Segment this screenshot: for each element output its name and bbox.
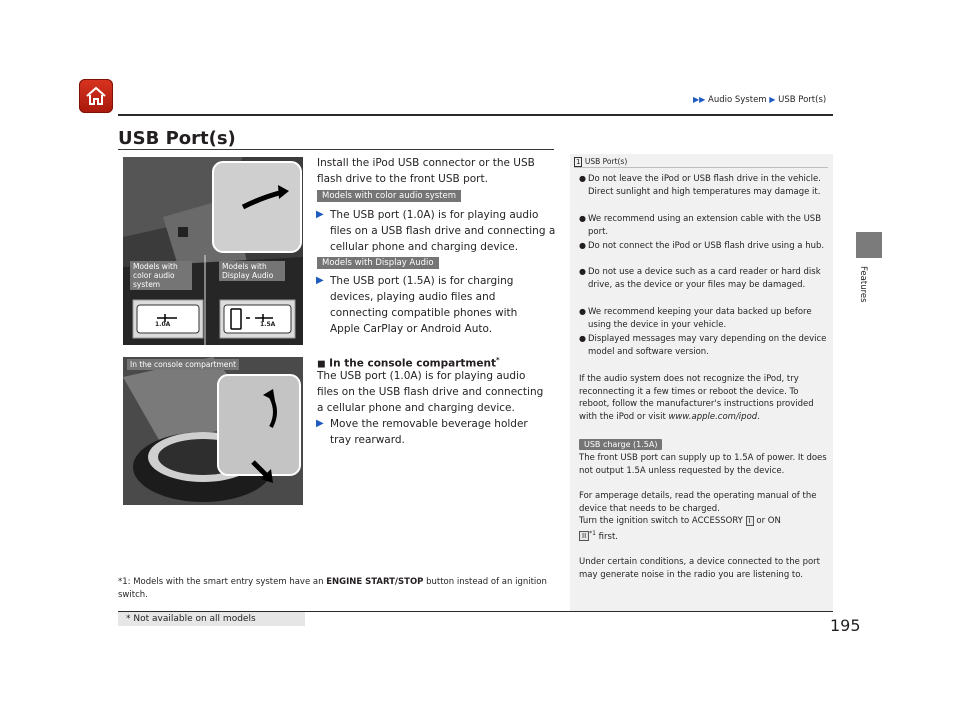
page-title: USB Port(s)	[118, 128, 236, 149]
sidebar-paragraph: The front USB port can supply up to 1.5A of power. It does not output 1.5A unless requested by the device.	[579, 453, 827, 476]
step-text: ▶ The USB port (1.0A) is for playing audio files on a USB flash drive and connecting a cellular phone and charging device.	[316, 209, 556, 253]
sidebar-paragraph: Turn the ignition switch to ACCESSORY I or ON II $^{*1}$ first.	[579, 516, 781, 542]
sidebar-bullet: ● Do not connect the iPod or USB flash drive using a hub.	[579, 241, 825, 251]
side-tab-marker[interactable]	[856, 232, 882, 258]
step-arrow-icon: ▶	[316, 209, 324, 220]
apple-url-link[interactable]: www.apple.com/ipod	[668, 411, 758, 422]
figure-tag: Models with color audio system	[130, 261, 192, 290]
console-illustration	[123, 357, 303, 505]
step-arrow-icon: ▶	[316, 275, 324, 286]
sidebar-heading: 1 USB Port(s)	[576, 157, 628, 166]
sidebar-paragraph: If the audio system does not recognize the iPod, try reconnecting it a few times or reboot the device. To reboot, follow the manufacturer's instructions provided with the iPod or visit www.apple.com/ipod.	[579, 374, 814, 422]
console-compartment-photo	[123, 357, 303, 505]
usb-charge-label: USB charge (1.5A)	[579, 439, 662, 450]
sidebar-bullet: ● Do not leave the iPod or USB flash drive in the vehicle. Direct sunlight and high temperatures may damage it.	[579, 174, 821, 197]
side-tab-label: Features	[858, 266, 868, 303]
step-arrow-icon: ▶	[316, 418, 324, 429]
ignition-key-icon: I	[746, 516, 754, 526]
breadcrumb-arrow-icon: ▶	[769, 95, 776, 104]
footnote: *1: Models with the smart entry system have an ENGINE START/STOP button instead of an ignition switch.	[118, 577, 547, 600]
header-rule	[118, 114, 833, 116]
home-button[interactable]	[79, 79, 113, 113]
availability-note: * Not available on all models	[126, 614, 256, 624]
breadcrumb-arrow-icon: ▶▶	[693, 95, 706, 104]
sidebar-rule	[574, 167, 828, 168]
model-label: Models with color audio system	[317, 190, 461, 202]
step-text: ▶ The USB port (1.5A) is for charging devices, playing audio files and connecting compatible phones with Apple CarPlay or Android Auto.	[316, 275, 518, 335]
sidebar-bullet: ● We recommend using an extension cable with the USB port.	[579, 214, 822, 237]
model-label: Models with Display Audio	[317, 257, 439, 269]
sidebar-paragraph: For amperage details, read the operating manual of the device that needs to be charged.	[579, 491, 817, 514]
sidebar-bullet: ● We recommend keeping your data backed up before using the device in your vehicle.	[579, 307, 812, 330]
sidebar-paragraph: Under certain conditions, a device connected to the port may generate noise in the radio you are listening to.	[579, 557, 821, 580]
console-text: The USB port (1.0A) is for playing audio files on the USB flash drive and connecting a cellular phone and charging device.	[317, 370, 544, 414]
sidebar-bullet: ● Displayed messages may vary depending on the device model and software version.	[579, 334, 827, 357]
figure-tag: In the console compartment	[127, 359, 239, 370]
usb-port-photo	[123, 157, 303, 345]
ignition-key-icon: II	[579, 531, 589, 541]
usb-rating-label: 1.5A	[260, 321, 276, 328]
square-bullet-icon: ■	[317, 359, 326, 370]
breadcrumb-item[interactable]: USB Port(s)	[778, 95, 827, 105]
intro-text: Install the iPod USB connector or the USB flash drive to the front USB port.	[317, 157, 535, 185]
sidebar-bullet: ● Do not use a device such as a card reader or hard disk drive, as the device or your files may be damaged.	[579, 267, 821, 290]
dashboard-illustration	[123, 157, 303, 345]
figure-tag: Models with Display Audio	[219, 261, 285, 281]
breadcrumb-item[interactable]: Audio System	[708, 95, 767, 105]
reference-icon: 1	[576, 158, 581, 166]
section-heading: ■ In the console compartment*	[317, 356, 500, 370]
usb-rating-label: 1.0A	[155, 321, 171, 328]
page-number: 195	[830, 616, 861, 635]
home-icon	[84, 84, 108, 108]
breadcrumb	[693, 95, 826, 105]
step-text: ▶ Move the removable beverage holder tray rearward.	[316, 418, 528, 446]
title-rule	[118, 149, 554, 150]
